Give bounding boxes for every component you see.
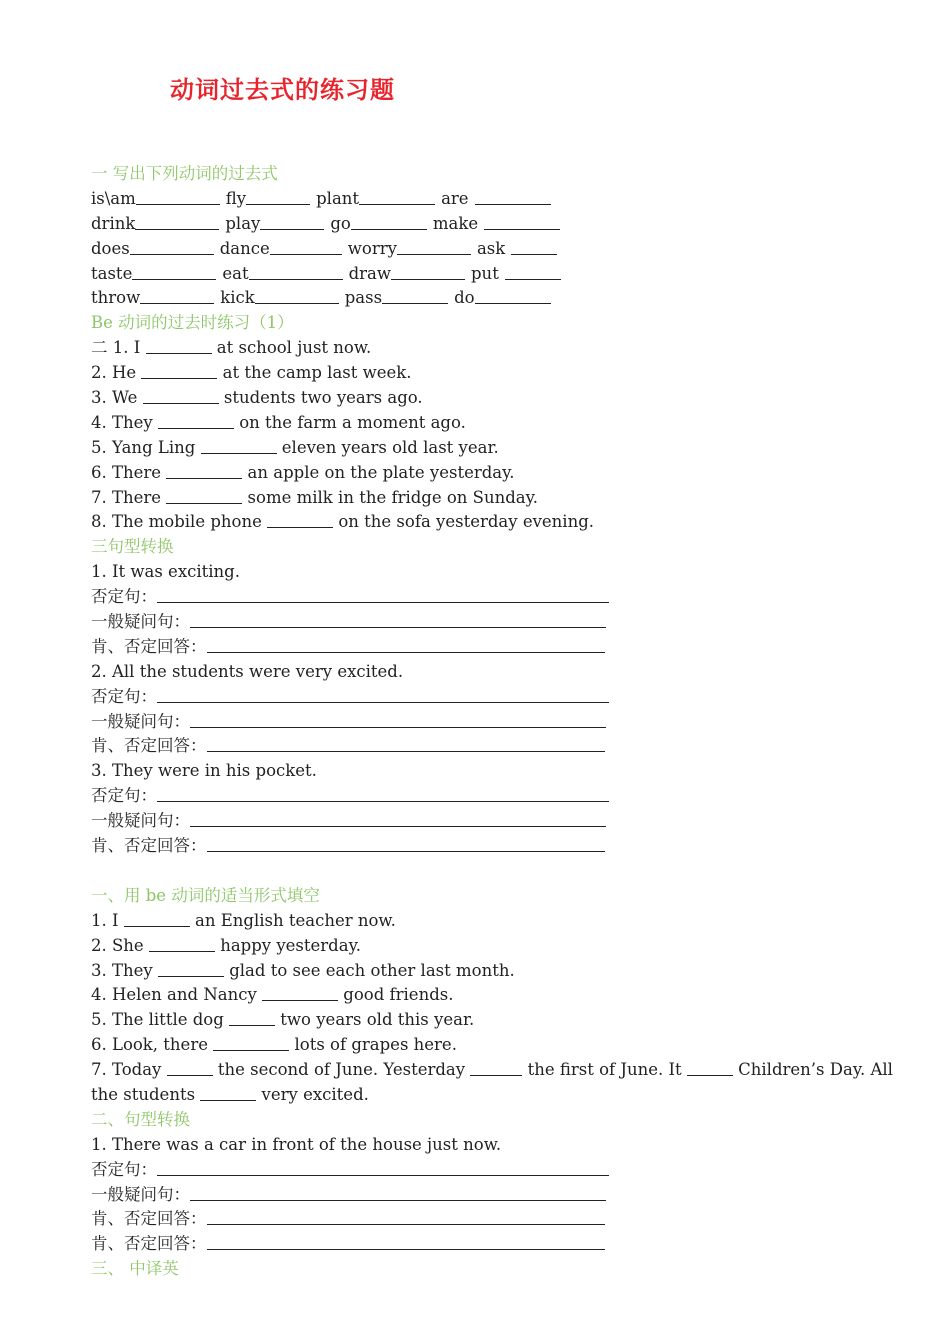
item-prefix: 8. The mobile phone [91, 512, 262, 532]
verb-word: taste [91, 263, 133, 283]
answer-blank[interactable] [687, 1059, 733, 1077]
question-line [91, 809, 901, 834]
item-suffix: students two years ago. [223, 388, 423, 408]
fill-item [91, 386, 901, 411]
item-prefix: 5. Yang Ling [91, 437, 196, 457]
answer-line[interactable] [207, 835, 605, 853]
answer-blank[interactable] [143, 387, 219, 405]
verb-word: is\am [91, 188, 136, 208]
item-prefix: 3. We [91, 388, 138, 408]
answer-blank[interactable] [475, 287, 551, 305]
question-label: 一般疑问句： [91, 1184, 190, 1204]
answer-blank[interactable] [166, 461, 242, 479]
question-line [91, 1183, 901, 1208]
verb-word: does [91, 238, 130, 258]
page-title: 动词过去式的练习题 [170, 75, 395, 104]
answer-blank[interactable] [475, 187, 551, 205]
verb-word: eat [222, 263, 249, 283]
question-line [91, 610, 901, 635]
verb-word: do [454, 288, 475, 308]
answer-label: 肯、否定回答： [91, 1234, 207, 1254]
answer-line[interactable] [207, 735, 605, 753]
answer-line[interactable] [190, 1183, 606, 1201]
answer-blank[interactable] [135, 212, 219, 230]
verb-word: fly [225, 188, 247, 208]
negative-line [91, 784, 901, 809]
negative-label: 否定句： [91, 1159, 157, 1179]
item-prefix: 7. There [91, 487, 162, 507]
answer-blank[interactable] [132, 262, 216, 280]
answer-blank[interactable] [136, 187, 220, 205]
item-part: the students [91, 1084, 196, 1104]
fill-item [91, 336, 901, 361]
item-part: Children’s Day. All [738, 1060, 893, 1080]
answer-label: 肯、否定回答： [91, 736, 207, 756]
fill-item [91, 959, 901, 984]
answer-label: 肯、否定回答： [91, 636, 207, 656]
question-line [91, 710, 901, 735]
verb-word: pass [344, 288, 383, 308]
source-sentence: 1. It was exciting. [91, 562, 240, 582]
item-suffix: glad to see each other last month. [229, 960, 515, 980]
verb-row [91, 212, 901, 237]
answer-line-row [91, 734, 901, 759]
item-prefix: 4. Helen and Nancy [91, 985, 257, 1005]
answer-line[interactable] [157, 685, 609, 703]
answer-blank[interactable] [158, 959, 224, 977]
fill-item [91, 361, 901, 386]
item-suffix: at school just now. [216, 338, 372, 358]
section-heading-be-verb-past: Be 动词的过去时练习（1） [91, 313, 294, 333]
answer-line[interactable] [190, 710, 606, 728]
answer-label: 肯、否定回答： [91, 1209, 207, 1229]
answer-blank[interactable] [149, 934, 215, 952]
answer-blank[interactable] [511, 237, 557, 255]
item-suffix: happy yesterday. [220, 935, 361, 955]
answer-label: 肯、否定回答： [91, 836, 207, 856]
answer-line[interactable] [207, 1233, 605, 1251]
item-prefix: 2. He [91, 363, 137, 383]
verb-word: worry [347, 238, 397, 258]
answer-blank[interactable] [130, 237, 214, 255]
answer-line[interactable] [157, 586, 609, 604]
item-prefix: 5. The little dog [91, 1010, 224, 1030]
answer-blank[interactable] [359, 187, 435, 205]
fill-item [91, 909, 901, 934]
answer-line[interactable] [157, 1158, 609, 1176]
verb-row [91, 237, 901, 262]
answer-blank[interactable] [249, 262, 343, 280]
section-heading-be-verb-fill: 一、用 be 动词的适当形式填空 [91, 885, 320, 905]
answer-line-row [91, 635, 901, 660]
answer-blank[interactable] [141, 362, 217, 380]
item-suffix: on the farm a moment ago. [239, 412, 466, 432]
source-sentence: 2. All the students were very excited. [91, 661, 404, 681]
answer-blank[interactable] [166, 486, 242, 504]
answer-blank[interactable] [470, 1059, 522, 1077]
verb-word: kick [220, 288, 255, 308]
verb-row [91, 187, 901, 212]
section-heading-past-tense-verbs: 一 写出下列动词的过去式 [91, 164, 278, 183]
source-sentence: 1. There was a car in front of the house just now. [91, 1134, 502, 1154]
section-heading-sentence-transform-2: 二、句型转换 [91, 1109, 190, 1129]
section-heading-sentence-transform: 三句型转换 [91, 537, 174, 557]
fill-item [91, 486, 901, 511]
answer-blank[interactable] [255, 287, 339, 305]
verb-word: draw [348, 263, 391, 283]
answer-line[interactable] [207, 635, 605, 653]
answer-blank[interactable] [505, 262, 561, 280]
answer-blank[interactable] [213, 1034, 289, 1052]
section-heading-translation: 三、 中译英 [91, 1259, 179, 1279]
answer-blank[interactable] [158, 411, 234, 429]
verb-word: drink [91, 213, 136, 233]
item-prefix: 6. Look, there [91, 1035, 208, 1055]
negative-line [91, 1158, 901, 1183]
item-suffix: at the camp last week. [222, 363, 412, 383]
answer-blank[interactable] [391, 262, 465, 280]
verb-word: plant [316, 188, 360, 208]
fill-item [91, 461, 901, 486]
fill-item [91, 436, 901, 461]
verb-word: are [441, 188, 469, 208]
item-suffix: two years old this year. [280, 1010, 475, 1030]
item-suffix: some milk in the fridge on Sunday. [247, 487, 539, 507]
answer-blank[interactable] [270, 237, 342, 255]
negative-label: 否定句： [91, 587, 157, 607]
item-suffix: eleven years old last year. [281, 437, 499, 457]
verb-word: make [432, 213, 479, 233]
fill-item [91, 1008, 901, 1033]
fill-item [91, 1058, 901, 1083]
worksheet-content [91, 162, 901, 1282]
item-part: the first of June. It [527, 1060, 682, 1080]
answer-blank[interactable] [146, 337, 212, 355]
item-suffix: on the sofa yesterday evening. [338, 512, 595, 532]
verb-word: ask [476, 238, 506, 258]
spacer [91, 859, 901, 884]
item-part: the second of June. Yesterday [217, 1060, 466, 1080]
answer-line[interactable] [157, 785, 609, 803]
answer-line[interactable] [190, 611, 606, 629]
verb-row [91, 286, 901, 311]
answer-blank[interactable] [140, 287, 214, 305]
fill-item [91, 1033, 901, 1058]
answer-blank[interactable] [124, 909, 190, 927]
item-prefix: 3. They [91, 960, 153, 980]
answer-blank[interactable] [267, 511, 333, 529]
fill-item [91, 934, 901, 959]
answer-blank[interactable] [397, 237, 471, 255]
answer-line[interactable] [190, 810, 606, 828]
fill-item-continued [91, 1083, 901, 1108]
fill-item [91, 983, 901, 1008]
item-suffix: lots of grapes here. [294, 1035, 457, 1055]
item-prefix: 2. She [91, 935, 144, 955]
answer-blank[interactable] [351, 212, 427, 230]
negative-label: 否定句： [91, 786, 157, 806]
answer-blank[interactable] [262, 984, 338, 1002]
answer-blank[interactable] [484, 212, 560, 230]
answer-blank[interactable] [229, 1009, 275, 1027]
item-suffix: good friends. [343, 985, 454, 1005]
negative-line [91, 585, 901, 610]
question-label: 一般疑问句： [91, 612, 190, 632]
question-label: 一般疑问句： [91, 811, 190, 831]
verb-word: put [471, 263, 499, 283]
item-prefix: 6. There [91, 462, 162, 482]
verb-word: play [225, 213, 261, 233]
verb-word: go [330, 213, 351, 233]
item-part: 7. Today [91, 1060, 162, 1080]
verb-word: throw [91, 288, 141, 308]
item-prefix: 4. They [91, 412, 153, 432]
source-sentence: 3. They were in his pocket. [91, 761, 317, 781]
fill-item [91, 510, 901, 535]
answer-line-row [91, 834, 901, 859]
answer-blank[interactable] [201, 436, 277, 454]
item-suffix: an apple on the plate yesterday. [247, 462, 515, 482]
item-prefix: 二 1. I [91, 338, 141, 358]
fill-item [91, 411, 901, 436]
answer-line-row [91, 1207, 901, 1232]
answer-blank[interactable] [246, 187, 310, 205]
answer-blank[interactable] [167, 1059, 213, 1077]
item-prefix: 1. I [91, 910, 119, 930]
verb-row [91, 262, 901, 287]
negative-line [91, 685, 901, 710]
answer-line-row [91, 1232, 901, 1257]
item-suffix: an English teacher now. [195, 910, 396, 930]
negative-label: 否定句： [91, 686, 157, 706]
answer-line[interactable] [207, 1208, 605, 1226]
item-part: very excited. [261, 1084, 369, 1104]
verb-word: dance [219, 238, 270, 258]
question-label: 一般疑问句： [91, 711, 190, 731]
answer-blank[interactable] [382, 287, 448, 305]
answer-blank[interactable] [260, 212, 324, 230]
answer-blank[interactable] [200, 1083, 256, 1101]
